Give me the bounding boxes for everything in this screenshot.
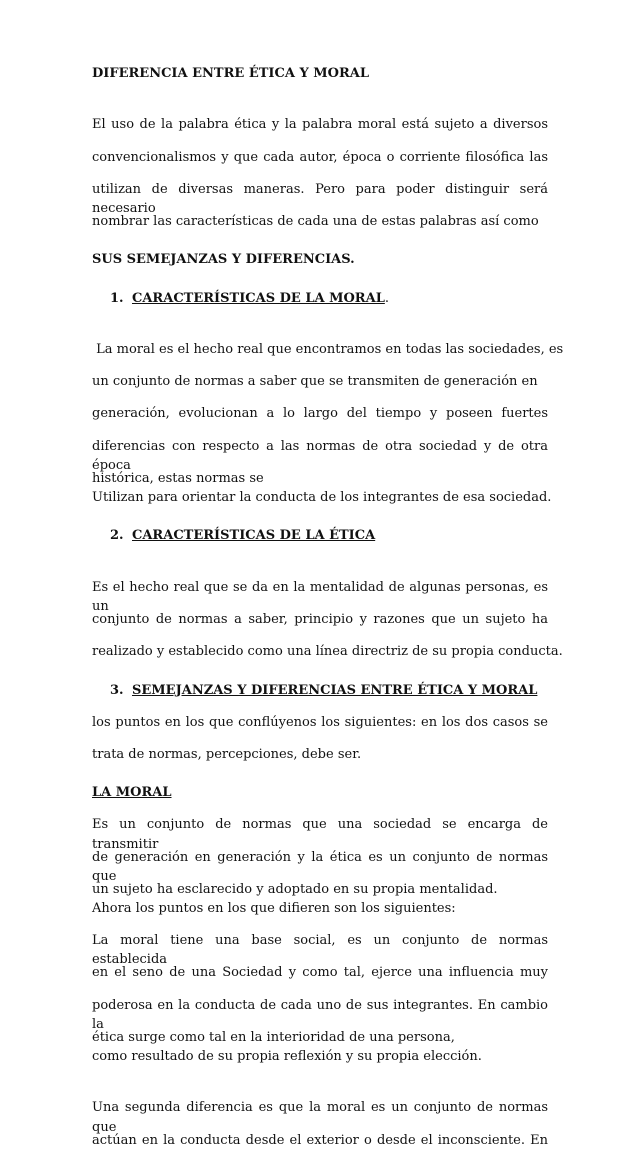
paragraph-line: histórica, estas normas se (92, 470, 264, 486)
section1-paragraph (92, 340, 564, 507)
spacer (92, 661, 548, 680)
section2-paragraph (92, 578, 563, 662)
section4-paragraph (92, 815, 548, 1066)
paragraph-line: poderosa en la conducta de cada uno de sus integrantes. En cambio la (92, 997, 548, 1032)
paragraph-line: realizado y establecido como una línea directriz de su propia conducta. (92, 644, 563, 660)
section-heading-text: CARACTERÍSTICAS DE LA ÉTICA (132, 528, 376, 544)
intro-paragraph (92, 115, 548, 231)
paragraph-line: diferencias con respecto a las normas de otra sociedad y de otra época (92, 438, 548, 473)
paragraph-line: Una segunda diferencia es que la moral es un conjunto de normas que (92, 1100, 548, 1135)
section-number: 1. (110, 290, 124, 306)
paragraph-line: El uso de la palabra ética y la palabra moral está sujeto a diversos (92, 117, 548, 133)
paragraph-line: un sujeto ha esclarecido y adoptado en su propia mentalidad. (92, 881, 498, 897)
paragraph-line: ética surge como tal en la interioridad de una persona, (92, 1029, 455, 1045)
section-number: 2. (110, 528, 124, 544)
section-heading-text: SEMEJANZAS Y DIFERENCIAS ENTRE ÉTICA Y MORAL (132, 682, 538, 698)
paragraph-line: Es un conjunto de normas que una sociedad se encarga de transmitir (92, 817, 548, 852)
paragraph-line: generación, evolucionan a lo largo del tiempo y poseen fuertes (92, 406, 548, 422)
paragraph-line: La moral tiene una base social, es un conjunto de normas establecida (92, 933, 548, 968)
spacer (92, 507, 548, 526)
spacer (92, 83, 548, 102)
paragraph-line: los puntos en los que conflúyenos los siguientes: en los dos casos se (92, 714, 548, 730)
spacer (92, 231, 548, 250)
section-heading-moral-characteristics (92, 289, 548, 308)
section-heading-la-moral: LA MORAL (92, 785, 172, 801)
spacer (92, 308, 548, 327)
section-heading-suffix: . (384, 290, 389, 306)
spacer (92, 1066, 548, 1085)
document-subtitle: SUS SEMEJANZAS Y DIFERENCIAS. (92, 252, 355, 268)
paragraph-line: en el seno de una Sociedad y como tal, ejerce una influencia muy (92, 965, 548, 981)
paragraph-line: de generación en generación y la ética es un conjunto de normas que (92, 849, 548, 884)
section-number: 3. (110, 682, 124, 698)
paragraph-line: nombrar las características de cada una de estas palabras así como (92, 213, 539, 229)
paragraph-line: La moral es el hecho real que encontramos en todas las sociedades, es (92, 342, 564, 358)
paragraph-line: trata de normas, percepciones, debe ser. (92, 746, 362, 762)
paragraph-line: un conjunto de normas a saber que se transmiten de generación en (92, 374, 538, 390)
paragraph-line: convencionalismos y que cada autor, época o corriente filosófica las (92, 149, 548, 165)
closing-paragraph (92, 1098, 548, 1149)
paragraph-line: Utilizan para orientar la conducta de los integrantes de esa sociedad. (92, 490, 552, 505)
document-title: DIFERENCIA ENTRE ÉTICA Y MORAL (92, 66, 370, 81)
paragraph-line: utilizan de diversas maneras. Pero para poder distinguir será necesario (92, 181, 548, 216)
paragraph-line: actúan en la conducta desde el exterior o desde el inconsciente. En (92, 1132, 548, 1148)
spacer (92, 764, 548, 783)
section3-paragraph (92, 713, 548, 764)
paragraph-line: Es el hecho real que se da en la mentalidad de algunas personas, es un (92, 579, 548, 614)
paragraph-line: Ahora los puntos en los que difieren son los siguientes: (92, 901, 456, 916)
section-heading-text: CARACTERÍSTICAS DE LA MORAL (132, 290, 385, 306)
paragraph-line: conjunto de normas a saber, principio y razones que un sujeto ha (92, 611, 548, 627)
section-heading-similarities-differences (92, 681, 548, 700)
document-page (92, 64, 564, 1163)
paragraph-line: como resultado de su propia reflexión y su propia elección. (92, 1048, 482, 1064)
spacer (92, 270, 548, 289)
spacer (92, 546, 548, 565)
section-heading-ethics-characteristics (92, 526, 548, 545)
